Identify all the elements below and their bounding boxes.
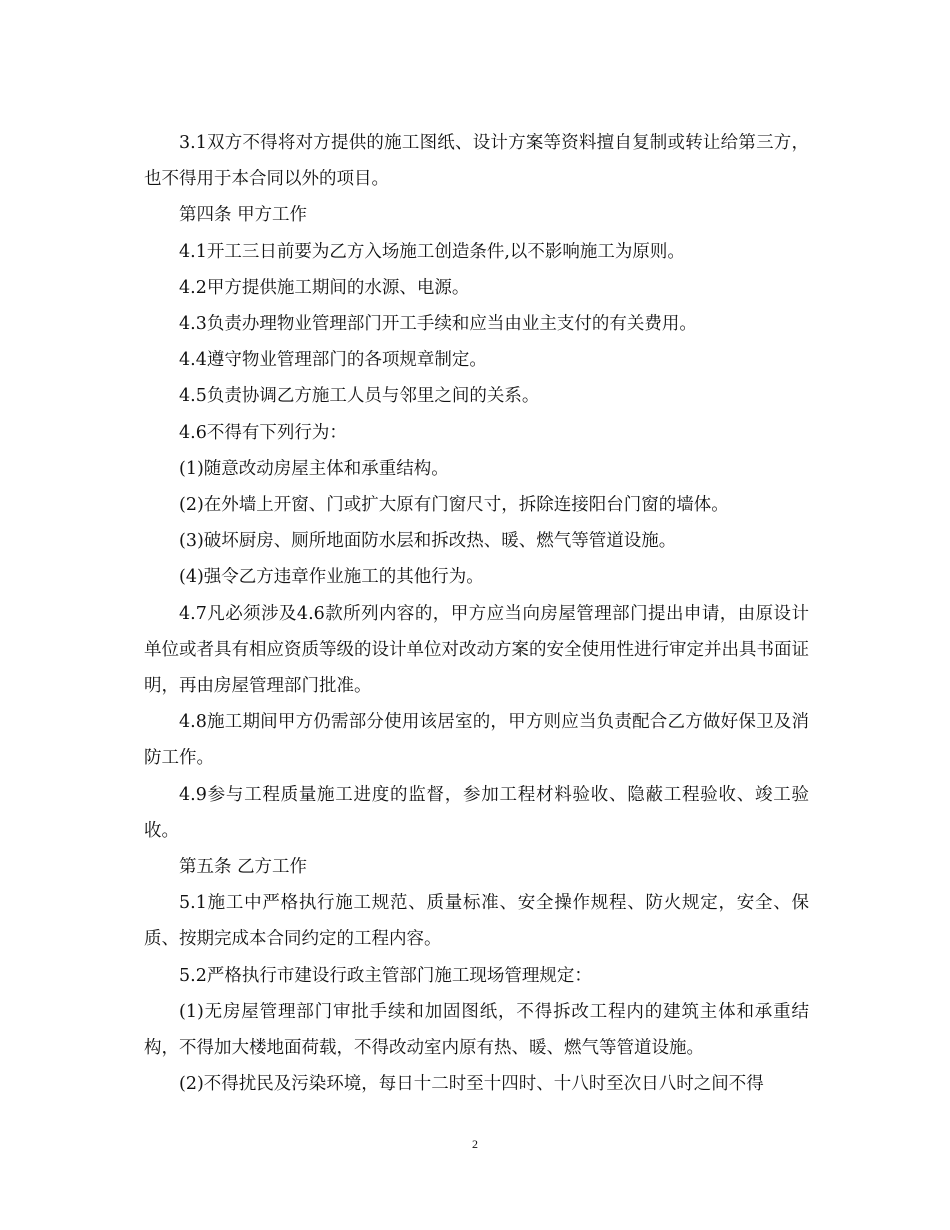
paragraph-4-3: 4.3负责办理物业管理部门开工手续和应当由业主支付的有关费用。 bbox=[179, 314, 697, 335]
paragraph-4-4: 4.4遵守物业管理部门的各项规章制定。 bbox=[179, 350, 487, 371]
list-item-4-6-3: (3)破坏厨房、厕所地面防水层和拆改热、暖、燃气等管道设施。 bbox=[179, 531, 677, 552]
page-number: 2 bbox=[472, 1137, 478, 1151]
paragraph-4-7: 4.7凡必须涉及4.6款所列内容的，甲方应当向房屋管理部门提出申请，由原设计单位或者具有相应资质等级的设计单位对改动方案的安全使用性进行审定并出具书面证明，再由房屋管理部门批准。 bbox=[144, 603, 809, 697]
list-item-4-6-4: (4)强令乙方违章作业施工的其他行为。 bbox=[179, 567, 484, 588]
paragraph-4-2: 4.2甲方提供施工期间的水源、电源。 bbox=[179, 277, 470, 298]
list-item-4-6-1: (1)随意改动房屋主体和承重结构。 bbox=[179, 458, 449, 479]
section-heading-5: 第五条 乙方工作 bbox=[179, 857, 308, 878]
list-item-4-6-2: (2)在外墙上开窗、门或扩大原有门窗尺寸，拆除连接阳台门窗的墙体。 bbox=[179, 495, 729, 516]
list-item-5-2-1: (1)无房屋管理部门审批手续和加固图纸，不得拆改工程内的建筑主体和承重结构，不得加大楼地面荷载，不得改动室内原有热、暖、燃气等管道设施。 bbox=[144, 1001, 809, 1059]
paragraph-4-1: 4.1开工三日前要为乙方入场施工创造条件,以不影响施工为原则。 bbox=[179, 241, 685, 262]
paragraph-5-2: 5.2严格执行市建设行政主管部门施工现场管理规定： bbox=[179, 965, 592, 986]
paragraph-5-1: 5.1施工中严格执行施工规范、质量标准、安全操作规程、防火规定，安全、保质、按期完成本合同约定的工程内容。 bbox=[144, 893, 809, 950]
paragraph-4-8: 4.8施工期间甲方仍需部分使用该居室的，甲方则应当负责配合乙方做好保卫及消防工作。 bbox=[144, 712, 809, 769]
paragraph-4-5: 4.5负责协调乙方施工人员与邻里之间的关系。 bbox=[179, 386, 540, 407]
paragraph-3-1: 3.1双方不得将对方提供的施工图纸、设计方案等资料擅自复制或转让给第三方，也不得用于本合同以外的项目。 bbox=[144, 133, 809, 190]
section-heading-4: 第四条 甲方工作 bbox=[179, 205, 308, 226]
list-item-5-2-2: (2)不得扰民及污染环境，每日十二时至十四时、十八时至次日八时之间不得 bbox=[179, 1074, 764, 1095]
document-body bbox=[144, 125, 809, 1102]
paragraph-4-6: 4.6不得有下列行为： bbox=[179, 422, 347, 443]
paragraph-4-9: 4.9参与工程质量施工进度的监督，参加工程材料验收、隐蔽工程验收、竣工验收。 bbox=[144, 784, 809, 841]
